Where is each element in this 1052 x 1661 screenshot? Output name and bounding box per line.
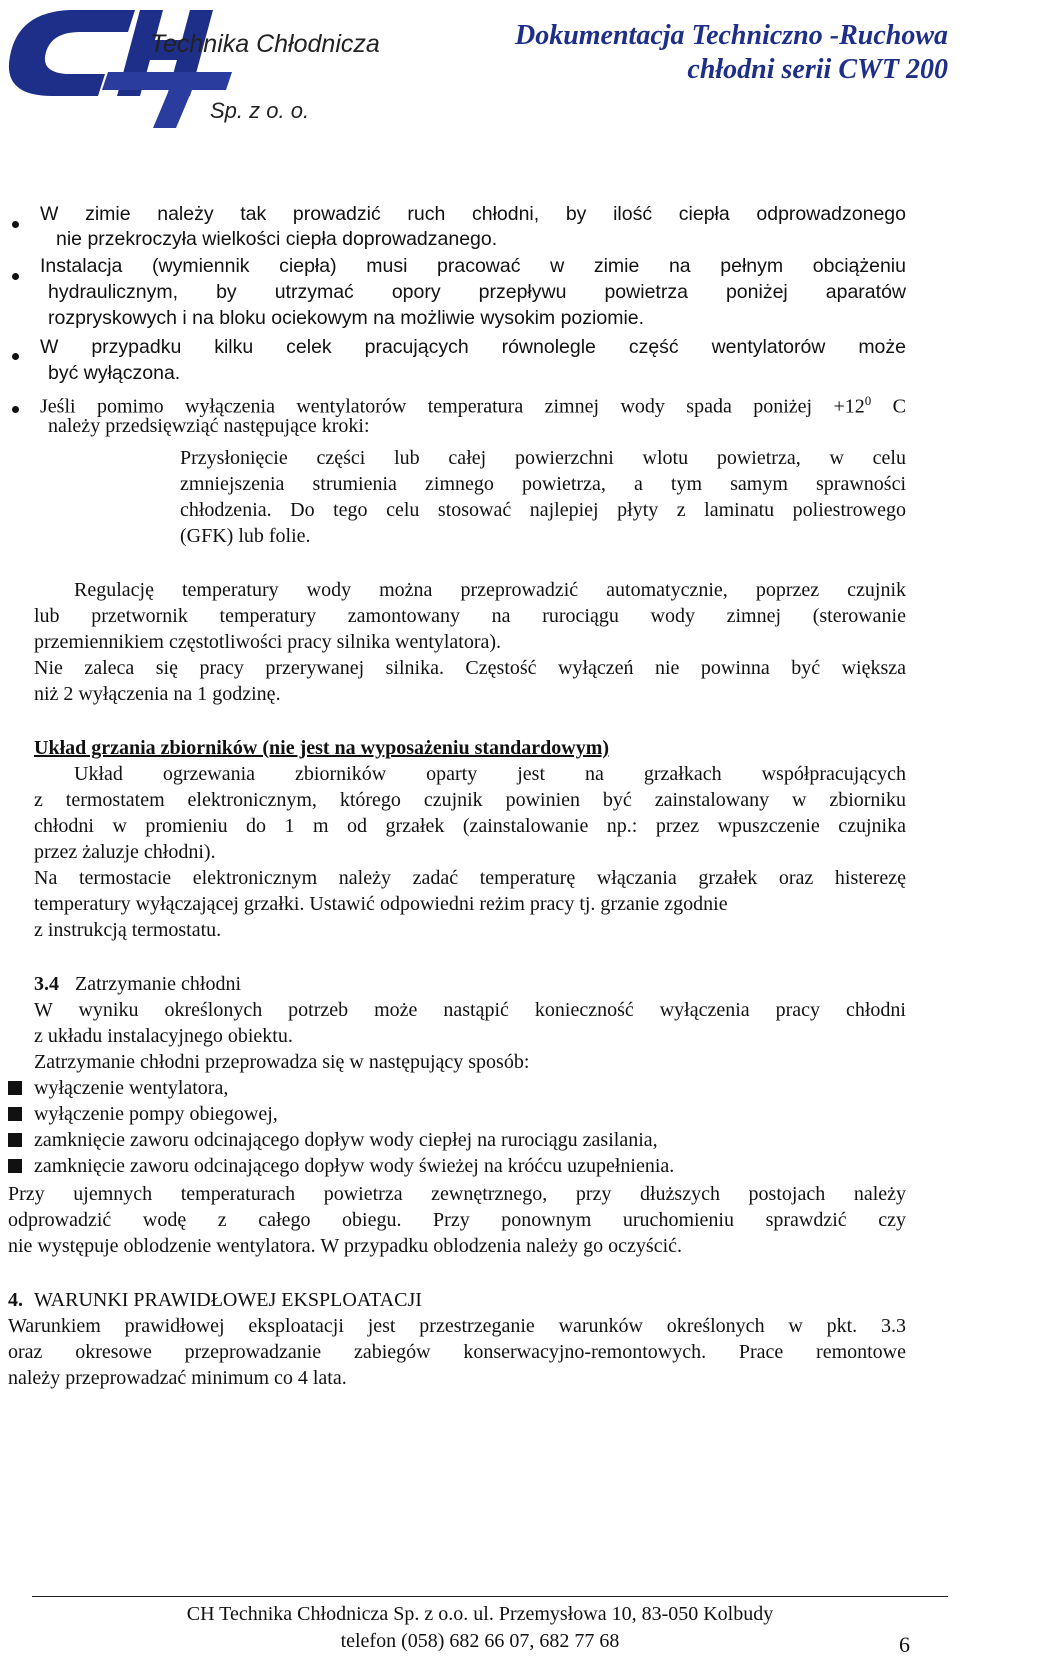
bullet-2-line-3: rozpryskowych i na bloku ociekowym na możliwie wysokim poziomie. xyxy=(48,307,645,329)
section-4-line-1: Warunkiem prawidłowej eksploatacji jest przestrzeganie warunków określonych w pkt. 3.3 xyxy=(8,1315,906,1337)
footer-address: CH Technika Chłodnicza Sp. z o.o. ul. Przemysłowa 10, 83-050 Kolbudy xyxy=(186,1603,774,1625)
heating-heading: Układ grzania zbiorników (nie jest na wyposażeniu standardowym) xyxy=(34,737,610,759)
heating-line-1: Układ ogrzewania zbiorników oparty jest na grzałkach współpracujących xyxy=(74,763,906,785)
section-3-4-intro-1: W wyniku określonych potrzeb może nastąpić konieczność wyłączenia pracy chłodni xyxy=(34,999,906,1021)
steps-line-4: (GFK) lub folie. xyxy=(180,525,311,547)
regulation-line-4: Nie zaleca się pracy przerywanej silnika. Częstość wyłączeń nie powinna być większa xyxy=(34,657,906,679)
superscript-degree: 0 xyxy=(864,393,872,408)
bullet-1-line-2: nie przekroczyła wielkości ciepła doprowadzanego. xyxy=(56,228,498,250)
square-bullet xyxy=(8,1081,22,1095)
section-3-4-intro-2: z układu instalacyjnego obiektu. xyxy=(34,1025,293,1047)
heating-line-2: z termostatem elektronicznym, którego czujnik powinien być zainstalowany w zbiorniku xyxy=(34,789,906,811)
heating-line-3: chłodni w promieniu do 1 m od grzałek (zainstalowanie np.: przez wpuszczenie czujnika xyxy=(34,815,906,837)
square-bullet xyxy=(8,1133,22,1147)
section-4-title: WARUNKI PRAWIDŁOWEJ EKSPLOATACJI xyxy=(34,1289,422,1311)
regulation-line-5: niż 2 wyłączenia na 1 godzinę. xyxy=(34,683,281,705)
bullet-2-line-2: hydraulicznym, by utrzymać opory przepływu powietrza poniżej aparatów xyxy=(48,281,906,303)
section-3-4-number: 3.4 xyxy=(34,973,59,995)
section-4-line-2: oraz okresowe przeprowadzanie zabiegów konserwacyjno-remontowych. Prace remontowe xyxy=(8,1341,906,1363)
bullet-dot xyxy=(12,406,19,413)
bullet-3-line-2: być wyłączona. xyxy=(48,362,181,384)
page-number: 6 xyxy=(899,1632,910,1657)
section-3-4-outro-3: nie występuje oblodzenie wentylatora. W przypadku oblodzenia należy go oczyścić. xyxy=(8,1235,683,1257)
section-3-4-intro-3: Zatrzymanie chłodni przeprowadza się w następujący sposób: xyxy=(34,1051,530,1073)
regulation-line-2: lub przetwornik temperatury zamontowany na rurociągu wody zimnej (sterowanie xyxy=(34,605,906,627)
stop-item-2: wyłączenie pompy obiegowej, xyxy=(34,1103,278,1125)
heating-line-5: Na termostacie elektronicznym należy zadać temperaturę włączania grzałek oraz histerezę xyxy=(34,867,906,889)
footer-phone: telefon (058) 682 66 07, 682 77 68 xyxy=(340,1630,620,1652)
steps-line-3: chłodzenia. Do tego celu stosować najlepiej płyty z laminatu poliestrowego xyxy=(180,499,906,521)
bullet-4-line-2: należy przedsięwziąć następujące kroki: xyxy=(48,415,370,437)
bullet-dot xyxy=(12,221,19,228)
steps-line-1: Przysłonięcie części lub całej powierzchni wlotu powietrza, w celu xyxy=(180,447,906,469)
document-title: Dokumentacja Techniczno -Ruchowa xyxy=(514,20,948,51)
company-logo xyxy=(0,0,380,130)
heating-line-6: temperatury wyłączającej grzałki. Ustawić odpowiedni reżim pracy tj. grzanie zgodnie xyxy=(34,893,728,915)
stop-item-4: zamknięcie zaworu odcinającego dopływ wody świeżej na króćcu uzupełnienia. xyxy=(34,1155,675,1177)
stop-item-3: zamknięcie zaworu odcinającego dopływ wody ciepłej na rurociągu zasilania, xyxy=(34,1129,658,1151)
steps-line-2: zmniejszenia strumienia zimnego powietrza, a tym samym sprawności xyxy=(180,473,906,495)
heating-line-4: przez żaluzje chłodni). xyxy=(34,841,216,863)
bullet-dot xyxy=(12,273,19,280)
section-4-line-3: należy przeprowadzać minimum co 4 lata. xyxy=(8,1367,347,1389)
section-4-number: 4. xyxy=(8,1289,23,1311)
bullet-dot xyxy=(12,353,19,360)
bullet-1-line-1: W zimie należy tak prowadzić ruch chłodni, by ilość ciepła odprowadzonego xyxy=(40,203,906,225)
section-3-4-outro-2: odprowadzić wodę z całego obiegu. Przy ponownym uruchomieniu sprawdzić czy xyxy=(8,1209,906,1231)
bullet-3-line-1: W przypadku kilku celek pracujących równolegle część wentylatorów może xyxy=(40,336,906,358)
section-3-4-title: Zatrzymanie chłodni xyxy=(75,973,242,995)
stop-item-1: wyłączenie wentylatora, xyxy=(34,1077,229,1099)
footer-divider xyxy=(32,1596,948,1597)
regulation-line-3: przemiennikiem częstotliwości pracy silnika wentylatora). xyxy=(34,631,502,653)
document-subtitle: chłodni serii CWT 200 xyxy=(687,54,948,85)
heating-line-7: z instrukcją termostatu. xyxy=(34,919,222,941)
bullet-2-line-1: Instalacja (wymiennik ciepła) musi pracować w zimie na pełnym obciążeniu xyxy=(40,255,906,277)
bullet-4-line-1: Jeśli pomimo wyłączenia wentylatorów temperatura zimnej wody spada poniżej $+12^0$ C xyxy=(40,393,907,418)
logo-name: Technika Chłodnicza xyxy=(150,30,380,58)
square-bullet xyxy=(8,1107,22,1121)
section-3-4-outro-1: Przy ujemnych temperaturach powietrza zewnętrznego, przy dłuższych postojach należy xyxy=(8,1183,906,1205)
square-bullet xyxy=(8,1159,22,1173)
logo-suffix: Sp. z o. o. xyxy=(210,98,310,123)
regulation-line-1: Regulację temperatury wody można przeprowadzić automatycznie, poprzez czujnik xyxy=(74,579,906,601)
